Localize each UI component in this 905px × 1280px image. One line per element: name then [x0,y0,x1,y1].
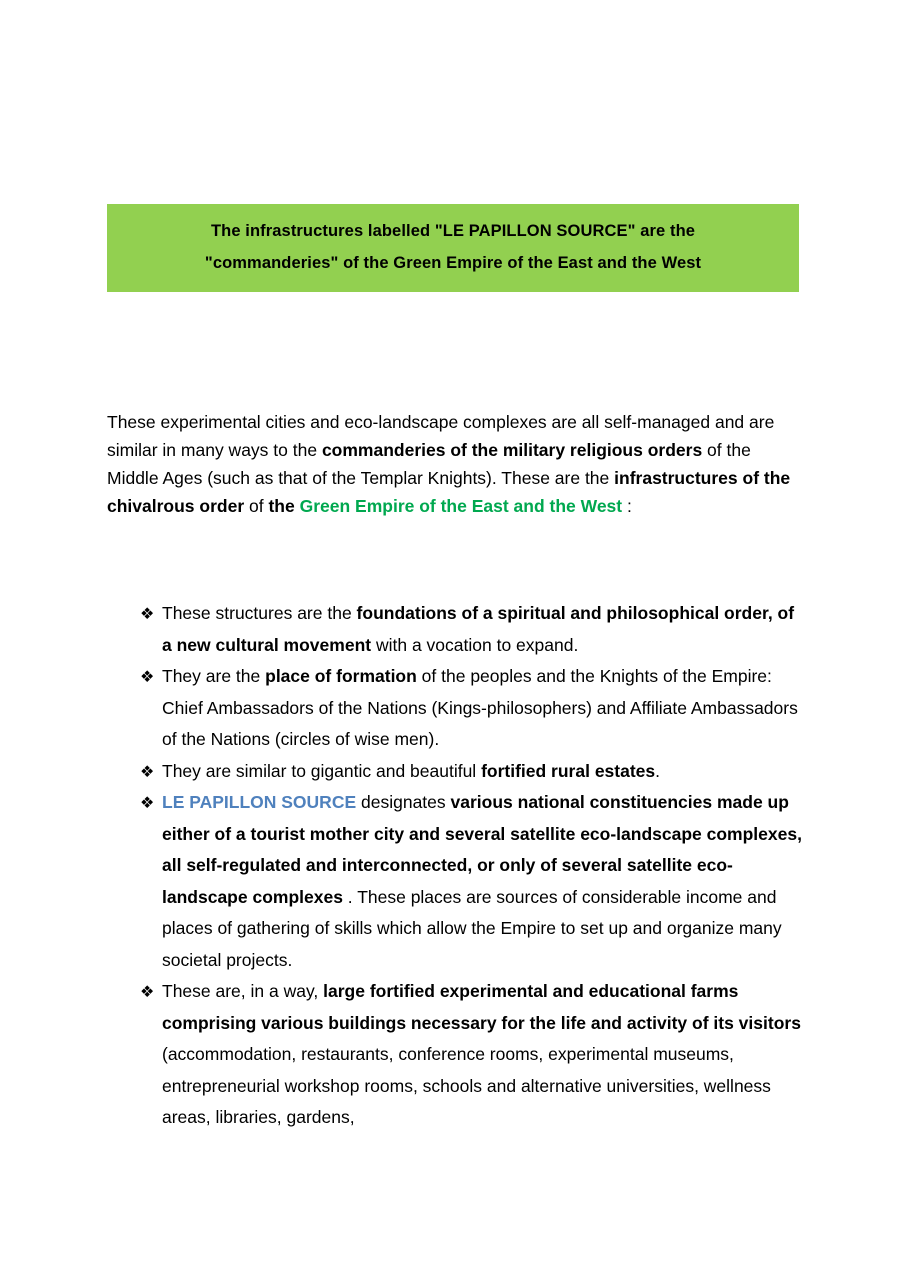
segment-normal: They are the [162,666,266,686]
intro-bold-1: commanderies of the military religious orders [321,439,703,460]
segment-normal: These structures are the [162,603,357,623]
list-item [107,661,807,756]
segment-normal: . [655,760,661,781]
list-item-text [162,787,807,976]
segment-normal: of the peoples and the Knights of the Empire: Chief Ambassadors of the Nations (Kings-philosophers) and Affiliate Ambassadors of the Nations (circles of wise men). [162,666,798,749]
intro-bold-3: the [268,495,300,516]
intro-text-2: of the Middle Ages (such as that of the Templar Knights). These are the [107,439,751,488]
segment-bold: place of formation [265,666,417,686]
title-banner [107,204,799,292]
bullet-marker-icon: ❖ [140,667,155,686]
list-item-text [162,661,807,756]
list-item [107,598,807,661]
intro-paragraph [107,408,799,520]
segment-normal: They are similar to gigantic and beautiful [162,760,482,781]
intro-green-phrase: Green Empire of the East and the West [299,495,623,516]
bullet-list [107,598,807,1134]
list-item-text [162,598,807,661]
bullet-marker-icon: ❖ [140,982,155,1001]
segment-highlight-brand: LE PAPILLON SOURCE [162,792,357,812]
bullet-marker-icon: ❖ [140,604,155,623]
banner-title-line-1: The infrastructures labelled "LE PAPILLON SOURCE" are the [210,222,696,240]
segment-bold: foundations of a spiritual and philosophical order, of a new cultural movement [162,603,795,655]
bullet-marker-icon: ❖ [140,793,155,812]
banner-title-line-2: "commanderies" of the Green Empire of the East and the West [204,254,702,272]
segment-normal: with a vocation to expand. [371,634,579,655]
list-item-text [162,976,807,1134]
segment-normal: . These places are sources of considerable income and places of gathering of skills which allow the Empire to set up and organize many societal projects. [162,886,782,970]
segment-normal: (accommodation, restaurants, conference rooms, experimental museums, entrepreneurial workshop rooms, schools and alternative universities, wellness areas, libraries, gardens, [162,1044,771,1127]
intro-bold-2: infrastructures of the chivalrous order [107,467,791,516]
segment-bold: large fortified experimental and educational farms comprising various buildings necessary for the life and activity of its visitors [162,981,801,1033]
segment-bold: fortified rural estates [481,760,656,781]
intro-text-4: : [622,495,632,516]
list-item [107,787,807,976]
bullet-marker-icon: ❖ [140,761,155,781]
segment-bold: various national constituencies made up either of a tourist mother city and several satellite eco-landscape complexes, all self-regulated and interconnected, or only of several satellite eco-landscape complexes [162,792,802,907]
segment-normal: designates [356,792,451,812]
list-item [107,756,807,788]
list-item [107,976,807,1134]
intro-text-1: These experimental cities and eco-landscape complexes are all self-managed and are similar in many ways to the [107,411,775,460]
segment-normal: These are, in a way, [162,981,324,1001]
intro-text-3: of [244,495,269,516]
list-item-text [162,756,807,788]
